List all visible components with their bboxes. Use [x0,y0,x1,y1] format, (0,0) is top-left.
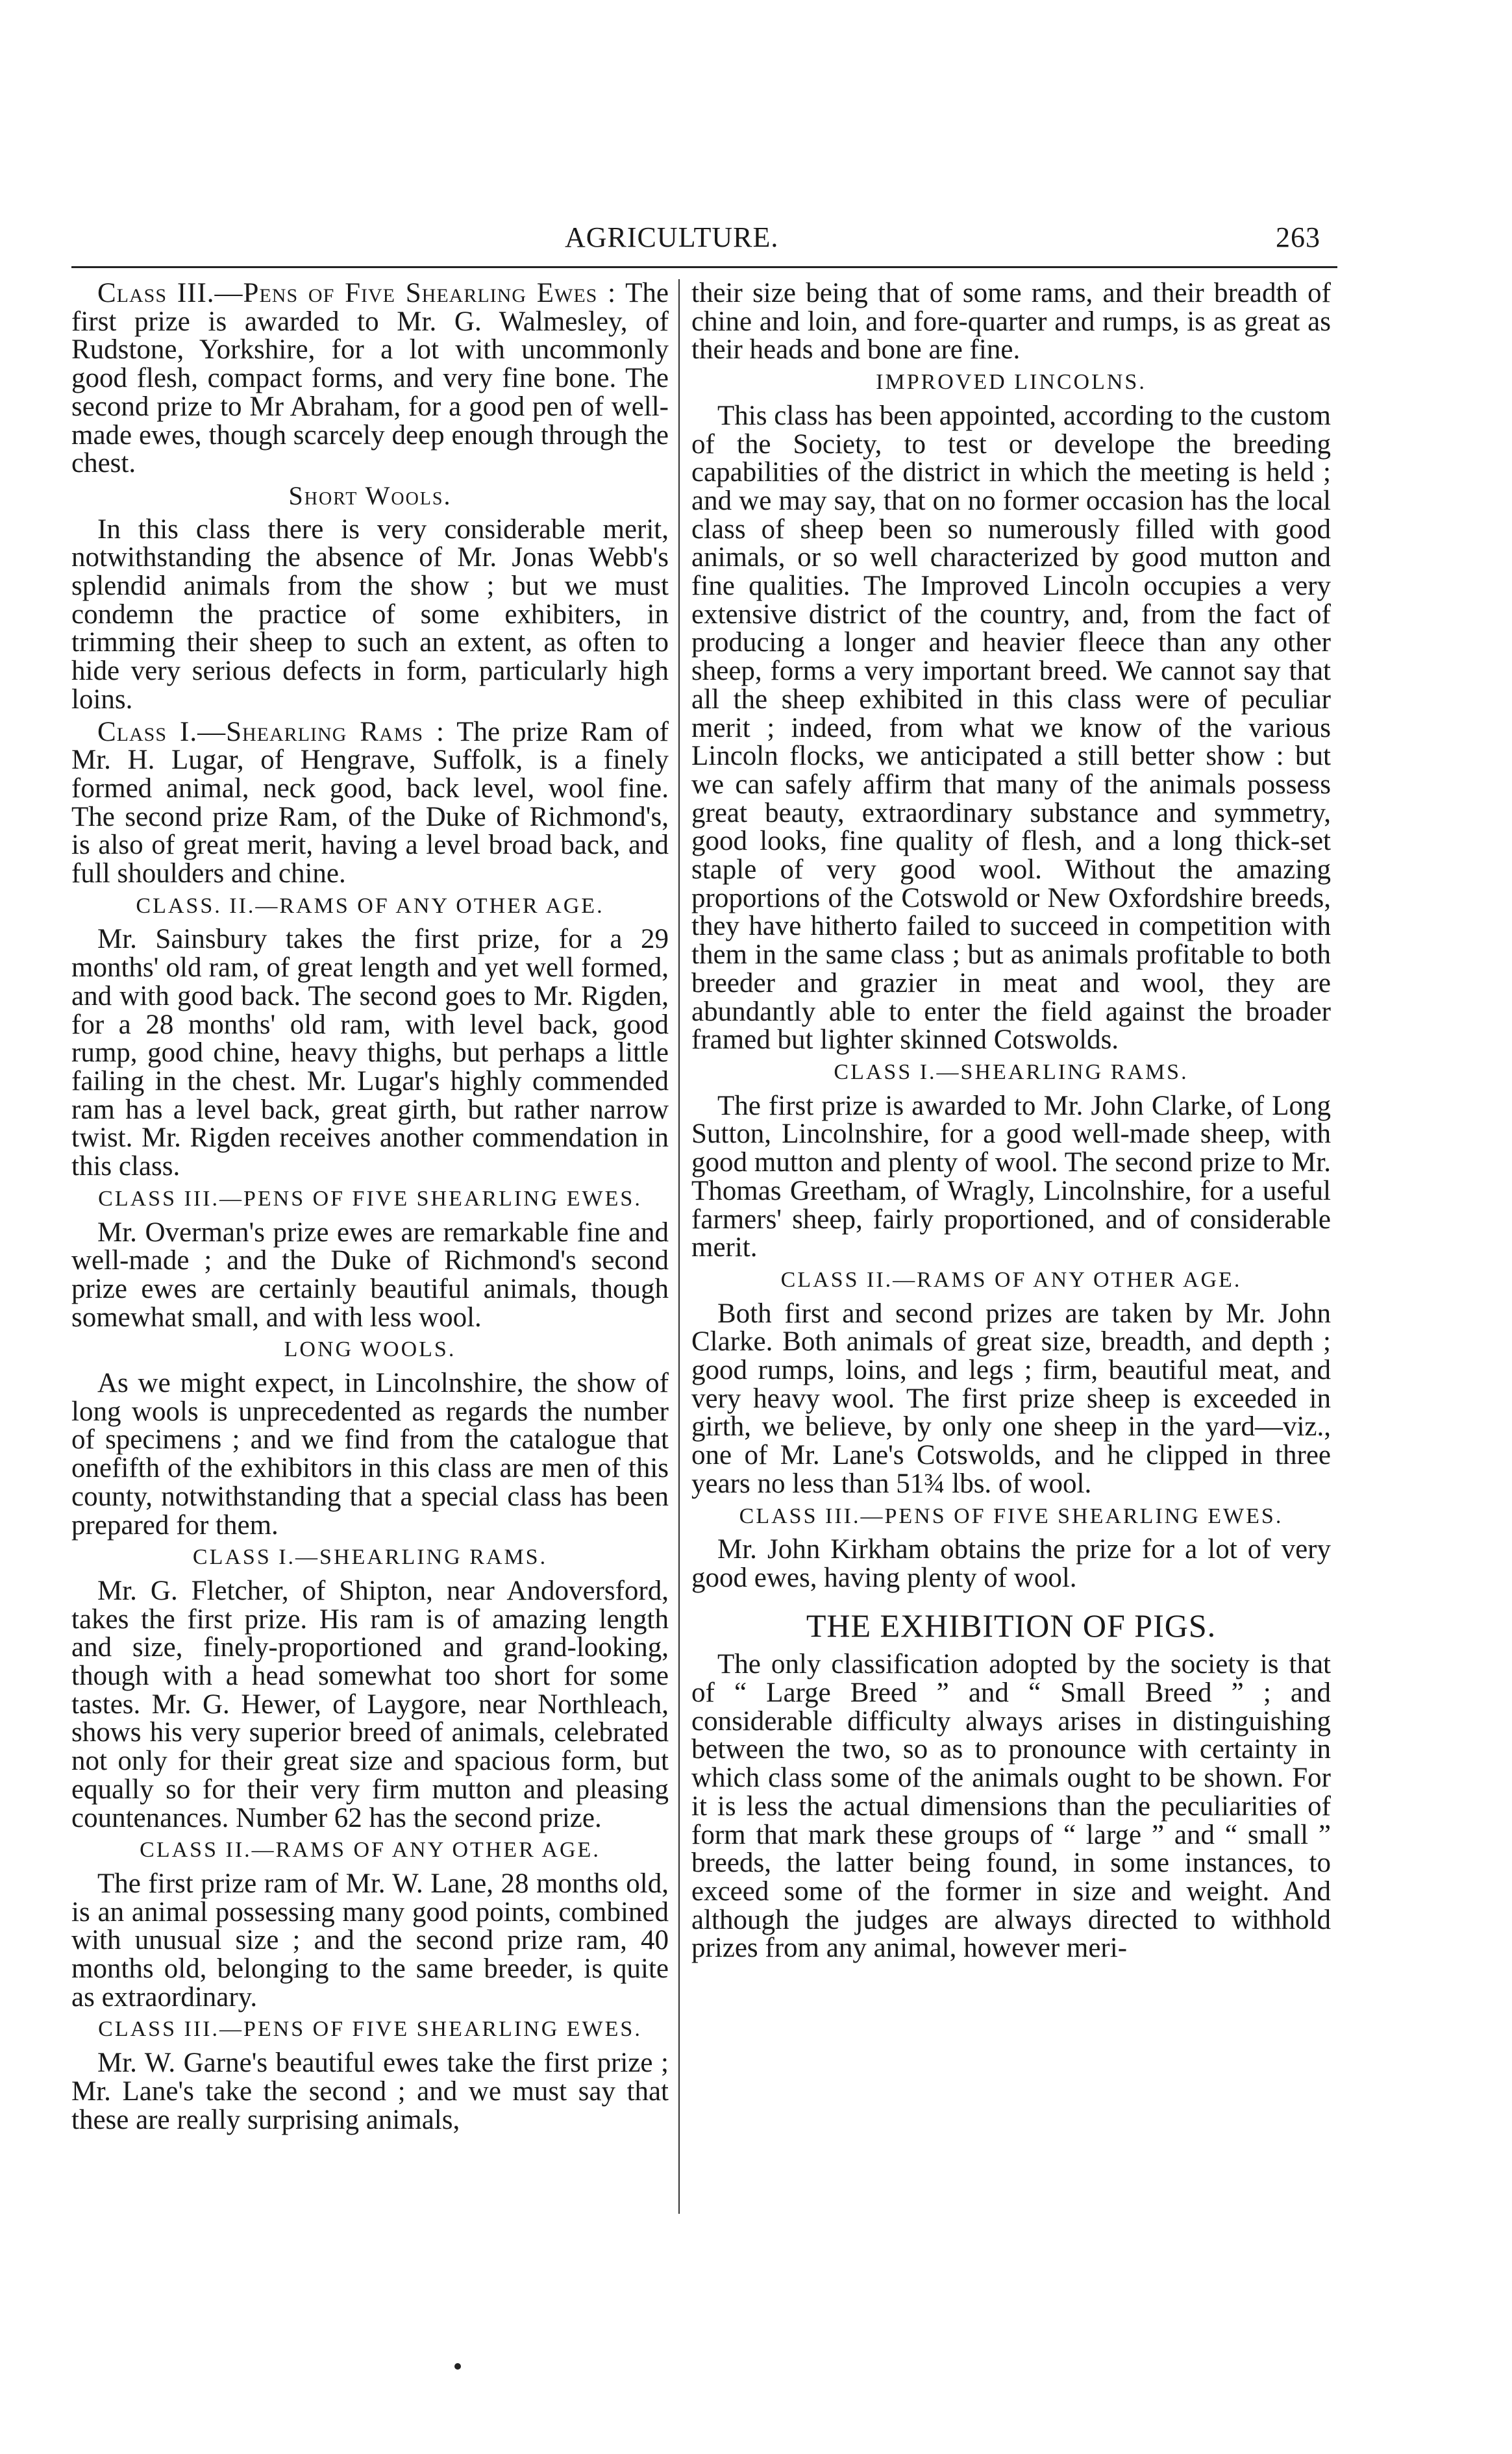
paragraph-text: Mr. Sainsbury takes the first prize, for a 29 months' old ram, of great length and yet well formed, and with good back. The second goes to Mr. Rigden, for a 28 months' old ram, with level back, good rump, good chine, heavy thighs, but perhaps a little failing in the chest. Mr. Lugar's highly commended ram has a level back, great girth, but rather narrow twist. Mr. Rigden receives another commendation in this class. [71,924,669,1182]
paragraph-text: their size being that of some rams, and their breadth of chine and loin, and fore-quarter and rumps, is as great as their heads and bone are fine. [691,278,1331,366]
paragraph-text: The first prize is awarded to Mr. G. Walmesley, of Rudstone, Yorkshire, for a lot with uncommonly good flesh, compact forms, and very fine bone. The second prize to Mr Abraham, for a good pen of well-made ewes, though scarcely deep enough through the chest. [71,278,669,479]
section-heading: CLASS I.—SHEARLING RAMS. [834,1060,1189,1084]
paragraph [691,402,1331,1054]
paragraph [71,279,669,478]
paragraph-text: As we might expect, in Lincolnshire, the show of long wools is unprecedented as regards the number of specimens ; and we find from the catalogue that onefifth of the exhibitors in this class are men of this county, notwithstanding that a special class has been prepared for them. [71,1368,669,1541]
section-heading: CLASS I.—SHEARLING RAMS. [192,1545,548,1570]
paragraph [71,515,669,714]
section-heading: CLASS. II.—RAMS OF ANY OTHER AGE. [136,893,604,918]
paragraph [71,925,669,1180]
paragraph-text: Mr. John Kirkham obtains the prize for a lot of very good ewes, having plenty of wool. [691,1534,1331,1593]
footer-mark [454,2363,461,2370]
section-heading: CLASS II.—RAMS OF ANY OTHER AGE. [780,1267,1242,1292]
paragraph-text: Both first and second prizes are taken by Mr. John Clarke. Both animals of great size, breadth, and depth ; good rumps, loins, and legs ; firm, beautiful meat, and very heavy wool. The first prize sheep is exceeded in girth, we believe, by only one sheep in the yard—viz., one of Mr. Lane's Cotswolds, and he clipped in three years no less than 51¾ lbs. of wool. [691,1298,1331,1499]
column-divider [678,279,680,2214]
paragraph [691,1092,1331,1262]
paragraph-text: Mr. W. Garne's beautiful ewes take the first prize ; Mr. Lane's take the second ; and we must say that these are really surprising animals, [71,2048,669,2135]
section-heading: LONG WOOLS. [284,1337,456,1362]
paragraph-text: This class has been appointed, according to the custom of the Society, to test or develope the breeding capabilities of the district in which the meeting is held ; and we may say, that on no former occasion has the local class of sheep been so numerously filled with good animals, or so well characterized by good mutton and fine qualities. The Improved Lincoln occupies a very extensive district of the country, and, from the fact of producing a longer and heavier fleece than any other sheep, forms a very important breed. We cannot say that all the sheep exhibited in this class were of peculiar merit ; indeed, from what we know of the various Lincoln flocks, we anticipated a still better show : but we can safely affirm that many of the animals possess great beauty, extraordinary substance and symmetry, good looks, fine quality of flesh, and a long thick-set staple of very good wool. Without the amazing proportions of the Cotswold or New Oxfordshire breeds, they have hitherto failed to succeed in competition with them in the same class ; but as animals profitable to both breeder and grazier in meat and wool, they are abundantly able to enter the field against the broader framed but lighter skinned Cotswolds. [691,400,1331,1056]
paragraph [71,2049,669,2134]
section-heading: CLASS III.—PENS OF FIVE SHEARLING EWES. [98,2017,642,2042]
paragraph [691,1300,1331,1498]
paragraph [691,1535,1331,1592]
running-title: AGRICULTURE. [565,221,779,253]
section-heading: CLASS III.—PENS OF FIVE SHEARLING EWES. [739,1504,1283,1528]
paragraph [71,1870,669,2012]
section-heading: CLASS II.—RAMS OF ANY OTHER AGE. [140,1838,601,1863]
paragraph [691,279,1331,364]
paragraph [691,1650,1331,1963]
left-column [71,279,669,2138]
paragraph-text: The only classification adopted by the society is that of “ Large Breed ” and “ Small Breed ” ; and considerable difficulty always arises in distinguishing between the two, so as to pronounce with certainty in which class some of the animals ought to be shown. For it is less the actual dimensions than the peculiarities of form that mark these groups of “ large ” and “ small ” breeds, the latter being found, in some instances, to exceed some of the former in size and weight. And although the judges are always directed to withhold prizes from any animal, however meri- [691,1649,1331,1964]
paragraph-text: Mr. G. Fletcher, of Shipton, near Andoversford, takes the first prize. His ram is of amazing length and size, finely-proportioned and grand-looking, though with a head somewhat too short for some tastes. Mr. G. Hewer, of Laygore, near Northleach, shows his very superior breed of animals, celebrated not only for their great size and spacious form, but equally so for their very firm mutton and pleasing countenances. Number 62 has the second prize. [71,1575,669,1833]
page-number: 263 [1276,221,1320,253]
paragraph-label: Class III.—Pens of Five Shearling Ewes : [97,278,617,308]
paragraph [71,718,669,888]
paragraph-text: In this class there is very considerable merit, notwithstanding the absence of Mr. Jonas Webb's splendid animals from the show ; but we must condemn the practice of some exhibiters, in trimming their sheep to such an extent, as often to hide very serious defects in form, particularly high loins. [71,514,669,715]
paragraph [71,1369,669,1539]
header-rule [71,266,1337,268]
section-heading: IMPROVED LINCOLNS. [876,370,1146,395]
paragraph [71,1219,669,1332]
paragraph-text: Mr. Overman's prize ewes are remarkable fine and well-made ; and the Duke of Richmond's second prize ewes are certainly beautiful animals, though somewhat small, and with less wool. [71,1217,669,1333]
paragraph-label: Class I.—Shearling Rams : [97,716,445,747]
paragraph-text: The first prize ram of Mr. W. Lane, 28 months old, is an animal possessing many good points, combined with unusual size ; and the second prize ram, 40 months old, belonging to the same breeder, is quite as extraordinary. [71,1868,669,2013]
right-column [691,279,1331,1966]
section-heading: CLASS III.—PENS OF FIVE SHEARLING EWES. [98,1186,642,1211]
paragraph-text: The first prize is awarded to Mr. John Clarke, of Long Sutton, Lincolnshire, for a good well-made sheep, with good mutton and plenty of wool. The second prize to Mr. Thomas Greetham, of Wragly, Lincolnshire, for a useful farmers' sheep, fairly proportioned, and of considerable merit. [691,1090,1331,1263]
paragraph [71,1577,669,1832]
paragraph-text: The prize Ram of Mr. H. Lugar, of Hengrave, Suffolk, is a finely formed animal, neck good, back level, wool fine. The second prize Ram, of the Duke of Richmond's, is also of great merit, having a level broad back, and full shoulders and chine. [71,716,669,889]
section-heading: Short Wools. [288,480,452,510]
section-title: THE EXHIBITION OF PIGS. [806,1607,1217,1644]
